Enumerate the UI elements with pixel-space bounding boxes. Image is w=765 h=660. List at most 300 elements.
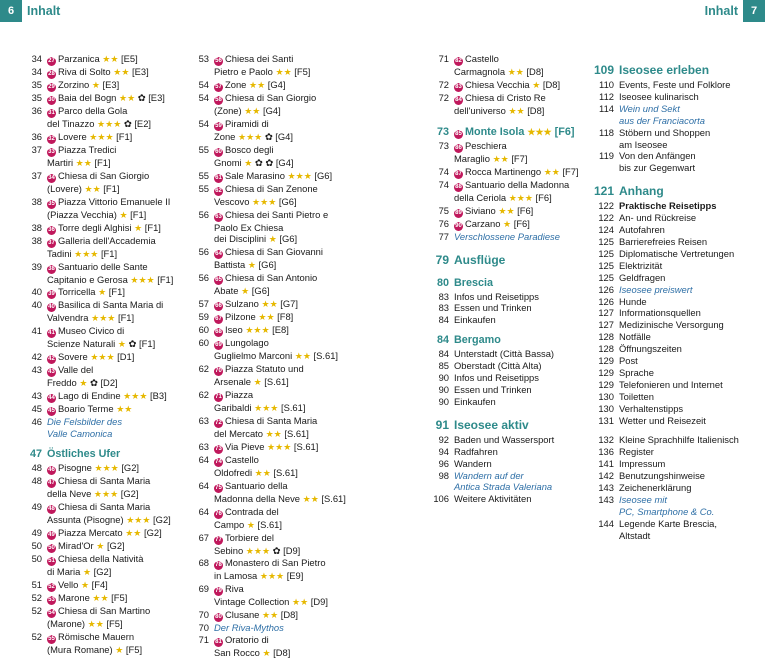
toc-entry[interactable]	[193, 196, 371, 209]
toc-entry[interactable]	[193, 454, 371, 467]
entry-title: dei Disciplini ★ [G6]	[214, 233, 298, 245]
toc-entry[interactable]	[433, 493, 603, 505]
entry-title: Garibaldi ★★★ [S.61]	[214, 401, 306, 413]
map-marker-icon: 37	[48, 239, 55, 246]
page-number: 121	[593, 184, 614, 199]
toc-entry[interactable]	[433, 302, 603, 314]
toc-entry[interactable]	[26, 66, 198, 79]
toc-entry[interactable]	[592, 115, 762, 127]
entry-title: Museo Civico di	[58, 325, 125, 337]
map-marker-icon: 49	[48, 531, 55, 538]
toc-entry[interactable]	[433, 314, 603, 326]
toc-column-2	[193, 53, 371, 660]
map-marker-icon: 85	[455, 130, 462, 137]
toc-entry[interactable]	[193, 66, 371, 79]
toc-entry[interactable]	[592, 530, 762, 542]
toc-section-heading[interactable]	[592, 182, 762, 200]
entry-title: bis zur Gegenwart	[619, 162, 696, 174]
entry-title: Anhang	[619, 184, 664, 199]
toc-entry[interactable]	[193, 209, 371, 222]
toc-entry[interactable]	[433, 372, 603, 384]
toc-entry[interactable]	[193, 324, 371, 337]
entry-title: Geldfragen	[619, 271, 666, 283]
toc-entry[interactable]	[193, 596, 371, 609]
toc-entry[interactable]	[26, 222, 198, 235]
map-marker-icon: 78	[215, 562, 222, 569]
toc-entry[interactable]	[193, 233, 371, 246]
toc-entry[interactable]	[592, 403, 762, 415]
toc-entry[interactable]	[193, 609, 371, 622]
page-number: 73	[438, 139, 449, 151]
toc-entry[interactable]	[26, 286, 198, 299]
toc-entry[interactable]	[193, 170, 371, 183]
entry-title: Riva	[225, 583, 244, 595]
page-number: 71	[438, 53, 449, 64]
toc-entry[interactable]	[193, 259, 371, 272]
toc-entry[interactable]	[193, 622, 371, 634]
toc-entry[interactable]	[592, 506, 762, 518]
entry-title: Vescovo ★★★ [G6]	[214, 195, 297, 207]
entry-title: Oldofredi ★★ [S.61]	[214, 466, 298, 478]
toc-entry[interactable]	[26, 428, 198, 440]
entry-title: Peschiera	[465, 139, 507, 151]
entry-title: Verschlossene Paradiese	[454, 230, 560, 242]
toc-entry[interactable]	[26, 403, 198, 416]
toc-entry[interactable]	[26, 605, 198, 618]
toc-entry[interactable]	[433, 205, 603, 218]
entry-title: Marone ★★ [F5]	[58, 591, 128, 603]
page-number: 79	[435, 252, 449, 267]
page-number: 141	[598, 458, 614, 470]
toc-entry[interactable]	[193, 183, 371, 196]
page-number: 36	[31, 130, 42, 142]
entry-title: Torbiere del	[225, 531, 274, 543]
toc-entry[interactable]	[592, 296, 762, 308]
page-number: 94	[438, 445, 449, 457]
map-marker-icon: 64	[215, 251, 222, 258]
toc-entry[interactable]	[193, 480, 371, 493]
toc-entry[interactable]	[193, 363, 371, 376]
entry-title: Lovere ★★★ [F1]	[58, 130, 133, 142]
toc-entry[interactable]	[26, 416, 198, 428]
toc-entry[interactable]	[193, 467, 371, 480]
toc-entry[interactable]	[26, 644, 198, 657]
toc-entry[interactable]	[433, 166, 603, 179]
entry-title: Informationsquellen	[619, 307, 701, 319]
toc-column-4	[592, 53, 762, 542]
toc-entry[interactable]	[433, 360, 603, 372]
entry-title: Baia del Bogn ★★ ✿ [E3]	[58, 92, 165, 103]
map-marker-icon: 61	[215, 174, 222, 181]
map-marker-icon: 46	[48, 466, 55, 473]
page-number: 127	[598, 307, 614, 319]
toc-entry[interactable]	[592, 331, 762, 343]
toc-entry[interactable]	[26, 157, 198, 170]
page-number: 130	[598, 402, 614, 414]
toc-entry[interactable]	[26, 131, 198, 144]
page-number: 37	[31, 169, 42, 181]
toc-entry[interactable]	[26, 325, 198, 338]
toc-entry[interactable]	[26, 299, 198, 312]
page-number: 64	[198, 453, 209, 465]
entry-title: Chiesa di San Antonio	[225, 272, 318, 284]
entry-title: Ausflüge	[454, 252, 506, 267]
map-marker-icon: 69	[215, 342, 222, 349]
page-number-left: 6	[0, 0, 22, 22]
map-marker-icon: 79	[215, 588, 222, 595]
toc-entry[interactable]	[433, 348, 603, 360]
toc-entry[interactable]	[26, 540, 198, 553]
toc-entry[interactable]	[193, 105, 371, 118]
page-number: 50	[31, 539, 42, 551]
page-number: 83	[438, 302, 449, 314]
entry-title: PC, Smartphone & Co.	[619, 505, 715, 517]
toc-entry[interactable]	[592, 91, 762, 103]
toc-entry[interactable]	[26, 514, 198, 527]
toc-entry[interactable]	[592, 307, 762, 319]
toc-entry[interactable]	[592, 79, 762, 91]
entry-title: Autofahren	[619, 224, 665, 236]
map-marker-icon: 72	[215, 419, 222, 426]
toc-entry[interactable]	[193, 570, 371, 583]
toc-entry[interactable]	[26, 79, 198, 92]
toc-entry[interactable]	[592, 162, 762, 174]
toc-entry[interactable]	[193, 557, 371, 570]
toc-entry[interactable]	[26, 377, 198, 390]
toc-entry[interactable]	[592, 236, 762, 248]
toc-entry[interactable]	[592, 248, 762, 260]
toc-entry[interactable]	[193, 415, 371, 428]
toc-section-heading[interactable]	[433, 251, 603, 269]
map-marker-icon: 50	[48, 544, 55, 551]
toc-entry[interactable]	[433, 66, 603, 79]
toc-entry[interactable]	[592, 391, 762, 403]
toc-entry[interactable]	[26, 364, 198, 377]
entry-title: Einkaufen	[454, 395, 496, 407]
toc-entry[interactable]	[26, 170, 198, 183]
entry-title: Verhaltenstipps	[619, 402, 684, 414]
page-number: 54	[198, 78, 209, 90]
toc-entry[interactable]	[193, 647, 371, 660]
toc-entry[interactable]	[433, 79, 603, 92]
entry-title: Wetter und Reisezeit	[619, 414, 706, 426]
page-number: 40	[31, 286, 42, 298]
toc-entry[interactable]	[26, 501, 198, 514]
toc-entry[interactable]	[193, 311, 371, 324]
toc-entry[interactable]	[592, 367, 762, 379]
toc-entry[interactable]	[26, 579, 198, 592]
toc-entry[interactable]	[193, 376, 371, 389]
toc-entry[interactable]	[193, 545, 371, 558]
entry-title: Castello	[225, 453, 259, 465]
entry-title: Radfahren	[454, 445, 498, 457]
page-number: 54	[198, 91, 209, 103]
toc-entry[interactable]	[193, 118, 371, 131]
page-title-left: Inhalt	[27, 4, 61, 18]
page-number: 52	[31, 591, 42, 603]
page-number: 74	[438, 165, 449, 177]
toc-entry[interactable]	[592, 150, 762, 162]
map-marker-icon: 32	[48, 135, 55, 142]
entry-title: Der Riva-Mythos	[214, 622, 284, 634]
toc-entry[interactable]	[26, 351, 198, 364]
toc-entry[interactable]	[26, 631, 198, 644]
page-number: 51	[31, 578, 42, 590]
toc-entry[interactable]	[26, 53, 198, 66]
map-marker-icon: 39	[48, 291, 55, 298]
toc-entry[interactable]	[592, 415, 762, 427]
page-number: 109	[593, 63, 614, 77]
header-right	[700, 0, 765, 22]
entry-title: Capitanio e Gerosa ★★★ [F1]	[47, 273, 174, 285]
map-marker-icon: 81	[215, 639, 222, 646]
entry-title: Valle del	[58, 364, 94, 376]
toc-entry[interactable]	[433, 179, 603, 192]
toc-entry[interactable]	[26, 390, 198, 403]
toc-entry[interactable]	[592, 284, 762, 296]
entry-title: Zone ★★ [G4]	[225, 78, 286, 90]
toc-section-heading[interactable]	[433, 332, 603, 348]
page-number: 70	[198, 609, 209, 621]
toc-entry[interactable]	[433, 231, 603, 243]
toc-entry[interactable]	[193, 157, 371, 170]
toc-entry[interactable]	[193, 337, 371, 350]
toc-entry[interactable]	[26, 312, 198, 325]
toc-entry[interactable]	[26, 196, 198, 209]
page-number: 49	[31, 526, 42, 538]
toc-entry[interactable]	[592, 446, 762, 458]
toc-entry[interactable]	[193, 532, 371, 545]
page-number-right: 7	[743, 0, 765, 22]
toc-entry[interactable]	[433, 446, 603, 458]
toc-entry[interactable]	[592, 494, 762, 506]
map-marker-icon: 68	[215, 329, 222, 336]
map-marker-icon: 62	[215, 187, 222, 194]
entry-title: aus der Franciacorta	[619, 114, 705, 126]
page-number: 136	[598, 446, 614, 458]
toc-entry[interactable]	[26, 618, 198, 631]
toc-entry[interactable]	[592, 127, 762, 139]
toc-entry[interactable]	[592, 212, 762, 224]
toc-entry[interactable]	[433, 470, 603, 482]
entry-title: Unterstadt (Città Bassa)	[454, 348, 555, 360]
map-marker-icon: 58	[215, 96, 222, 103]
map-marker-icon: 74	[215, 458, 222, 465]
toc-entry[interactable]	[592, 343, 762, 355]
map-marker-icon: 34	[48, 174, 55, 181]
toc-entry[interactable]	[193, 441, 371, 454]
toc-entry[interactable]	[26, 338, 198, 351]
entry-title: Monastero di San Pietro	[225, 557, 326, 569]
toc-entry[interactable]	[433, 140, 603, 153]
page-number: 128	[598, 331, 614, 343]
toc-entry[interactable]	[193, 506, 371, 519]
toc-entry[interactable]	[433, 105, 603, 118]
toc-entry[interactable]	[433, 291, 603, 303]
toc-entry[interactable]	[193, 389, 371, 402]
entry-title: Elektrizität	[619, 259, 663, 271]
toc-entry[interactable]	[26, 248, 198, 261]
entry-title: Mirad'Or ★ [G2]	[58, 539, 125, 551]
toc-entry[interactable]	[193, 428, 371, 441]
toc-column-1	[26, 53, 198, 657]
page-number: 38	[31, 195, 42, 207]
toc-entry[interactable]	[592, 434, 762, 446]
toc-entry[interactable]	[433, 192, 603, 205]
toc-entry[interactable]	[26, 92, 198, 105]
toc-section-heading[interactable]	[433, 124, 603, 140]
toc-entry[interactable]	[592, 319, 762, 331]
toc-entry[interactable]	[592, 482, 762, 494]
entry-title: Bergamo	[454, 334, 501, 347]
entry-title: Chiesa di San Giorgio	[225, 91, 317, 103]
toc-entry[interactable]	[193, 493, 371, 506]
toc-entry[interactable]	[193, 583, 371, 596]
entry-title: Wandern	[454, 457, 492, 469]
toc-entry[interactable]	[433, 481, 603, 493]
toc-entry[interactable]	[592, 379, 762, 391]
page-number: 55	[198, 182, 209, 194]
entry-title: Piazza Tredici	[58, 143, 117, 155]
map-marker-icon: 89	[455, 209, 462, 216]
map-marker-icon: 43	[48, 369, 55, 376]
page-number: 76	[438, 217, 449, 229]
page-number: 110	[599, 79, 614, 90]
entry-title: Zone ★★★ ✿ [G4]	[214, 130, 293, 142]
map-marker-icon: 82	[455, 58, 462, 64]
map-marker-icon: 35	[48, 200, 55, 207]
entry-title: Iseosee erleben	[619, 63, 710, 77]
entry-title: Chiesa di San Giovanni	[225, 246, 323, 258]
toc-entry[interactable]	[26, 527, 198, 540]
toc-entry[interactable]	[26, 566, 198, 579]
toc-entry[interactable]	[592, 355, 762, 367]
page-title-right: Inhalt	[704, 4, 738, 18]
map-marker-icon: 42	[48, 356, 55, 363]
map-marker-icon: 87	[455, 170, 462, 177]
entry-title: Lago di Endine ★★★ [B3]	[58, 390, 167, 402]
toc-entry[interactable]	[193, 402, 371, 415]
entry-title: Baden und Wassersport	[454, 433, 555, 445]
map-marker-icon: 44	[48, 395, 55, 402]
toc-entry[interactable]	[592, 518, 762, 530]
page-number: 53	[198, 53, 209, 64]
toc-entry[interactable]	[26, 235, 198, 248]
toc-section-heading[interactable]	[433, 275, 603, 291]
entry-title: Rocca Martinengo ★★ [F7]	[465, 165, 579, 177]
toc-entry[interactable]	[433, 434, 603, 446]
entry-title: Benutzungshinweise	[619, 470, 705, 482]
toc-entry[interactable]	[193, 634, 371, 647]
toc-entry[interactable]	[193, 272, 371, 285]
toc-entry[interactable]	[433, 218, 603, 231]
toc-entry[interactable]	[193, 298, 371, 311]
spacer	[592, 426, 762, 434]
page-number: 132	[598, 434, 614, 446]
entry-title: Vintage Collection ★★ [D9]	[214, 596, 328, 608]
toc-entry[interactable]	[193, 222, 371, 234]
toc-section-heading[interactable]	[433, 416, 603, 434]
map-marker-icon: 52	[48, 583, 55, 590]
toc-entry[interactable]	[193, 92, 371, 105]
entry-title: Gnomi ★ ✿ ✿ [G4]	[214, 156, 294, 168]
toc-entry[interactable]	[433, 53, 603, 66]
entry-title: Hunde	[619, 295, 647, 307]
toc-entry[interactable]	[193, 79, 371, 92]
toc-entry[interactable]	[193, 350, 371, 363]
page-number: 54	[198, 117, 209, 129]
page-number: 34	[31, 66, 42, 77]
toc-entry[interactable]	[193, 519, 371, 532]
page-number: 56	[198, 208, 209, 220]
page-number: 92	[438, 433, 449, 445]
entry-title: Zorzino ★ [E3]	[58, 79, 120, 90]
toc-entry[interactable]	[433, 92, 603, 105]
toc-entry[interactable]	[592, 470, 762, 482]
toc-entry[interactable]	[26, 209, 198, 222]
toc-entry[interactable]	[26, 118, 198, 131]
page-number: 126	[598, 295, 614, 307]
toc-entry[interactable]	[592, 103, 762, 115]
toc-entry[interactable]	[433, 458, 603, 470]
page-number: 84	[438, 348, 449, 360]
toc-entry[interactable]	[26, 274, 198, 287]
toc-entry[interactable]	[193, 144, 371, 157]
toc-entry[interactable]	[26, 183, 198, 196]
page-number: 48	[31, 461, 42, 473]
entry-title: Freddo ★ ✿ [D2]	[47, 377, 118, 389]
toc-entry[interactable]	[592, 224, 762, 236]
toc-entry[interactable]	[433, 396, 603, 408]
toc-entry[interactable]	[26, 144, 198, 157]
entry-title: Pisogne ★★★ [G2]	[58, 461, 140, 473]
toc-entry[interactable]	[592, 458, 762, 470]
toc-entry[interactable]	[592, 260, 762, 272]
map-marker-icon: 28	[48, 71, 55, 77]
toc-entry[interactable]	[193, 131, 371, 144]
toc-entry[interactable]	[433, 384, 603, 396]
entry-title: Infos und Reisetipps	[454, 372, 539, 384]
toc-section-heading[interactable]	[26, 446, 198, 462]
map-marker-icon: 59	[215, 122, 222, 129]
entry-title: Wein und Sekt	[619, 102, 680, 114]
toc-entry[interactable]	[592, 200, 762, 212]
toc-entry[interactable]	[592, 272, 762, 284]
toc-entry[interactable]	[193, 53, 371, 66]
page-number: 127	[598, 319, 614, 331]
toc-entry[interactable]	[193, 285, 371, 298]
toc-entry[interactable]	[26, 488, 198, 501]
map-marker-icon: 71	[215, 393, 222, 400]
entry-title: Chiesa dei Santi Pietro e	[225, 208, 329, 220]
toc-entry[interactable]	[26, 261, 198, 274]
page-number: 38	[31, 221, 42, 233]
toc-entry[interactable]	[26, 105, 198, 118]
page-number: 129	[598, 355, 614, 367]
toc-entry[interactable]	[592, 139, 762, 151]
toc-entry[interactable]	[26, 553, 198, 566]
entry-title: Santuario delle Sante	[58, 260, 148, 272]
page-number: 72	[438, 91, 449, 103]
entry-title: Chiesa di Cristo Re	[465, 91, 546, 103]
toc-entry[interactable]	[433, 153, 603, 166]
toc-entry[interactable]	[193, 246, 371, 259]
toc-entry[interactable]	[26, 592, 198, 605]
toc-section-heading[interactable]	[592, 61, 762, 79]
page-number: 35	[31, 92, 42, 103]
toc-entry[interactable]	[26, 475, 198, 488]
toc-entry[interactable]	[26, 462, 198, 475]
